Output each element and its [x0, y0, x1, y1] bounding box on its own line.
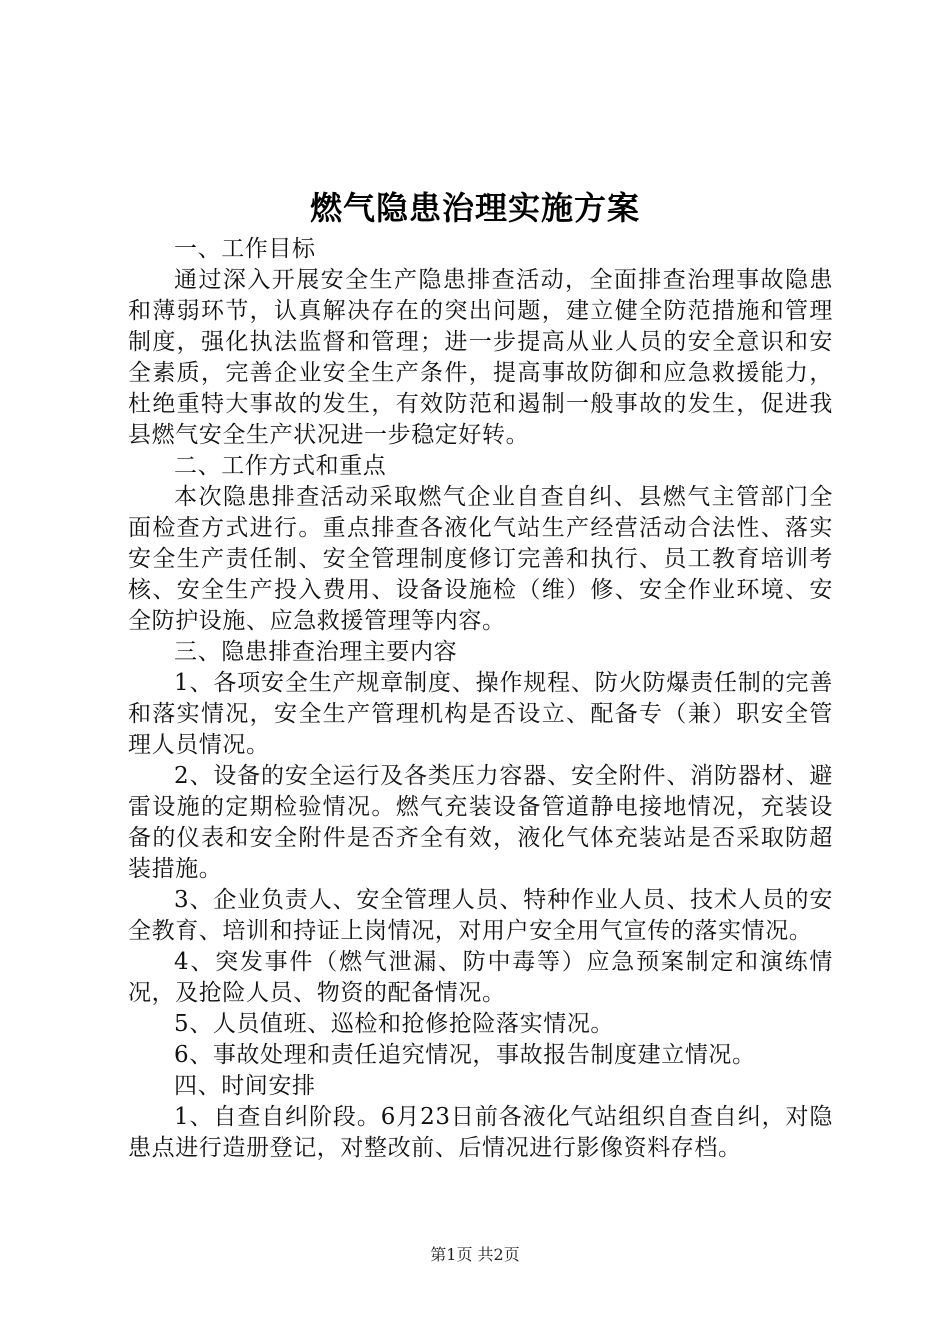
- content-item-3: 3、企业负责人、安全管理人员、特种作业人员、技术人员的安全教育、培训和持证上岗情况，对用户安全用气宣传的落实情况。: [128, 887, 833, 944]
- section-heading-content: 三、隐患排查治理主要内容: [174, 639, 458, 665]
- section-heading-goals: 一、工作目标: [174, 236, 316, 262]
- content-item-2: 2、设备的安全运行及各类压力容器、安全附件、消防器材、避雷设施的定期检验情况。燃气充装设备管道静电接地情况，充装设备的仪表和安全附件是否齐全有效，液化气体充装站是否采取防超装措施。: [128, 763, 833, 882]
- schedule-item-1: 1、自查自纠阶段。6月23日前各液化气站组织自查自纠，对隐患点进行造册登记，对整改前、后情况进行影像资料存档。: [128, 1104, 833, 1161]
- paragraph-methods: 本次隐患排查活动采取燃气企业自查自纠、县燃气主管部门全面检查方式进行。重点排查各液化气站生产经营活动合法性、落实安全生产责任制、安全管理制度修订完善和执行、员工教育培训考核、安全生产投入费用、设备设施检（维）修、安全作业环境、安全防护设施、应急救援管理等内容。: [128, 484, 833, 634]
- paragraph-goals: 通过深入开展安全生产隐患排查活动，全面排查治理事故隐患和薄弱环节，认真解决存在的突出问题，建立健全防范措施和管理制度，强化执法监督和管理；进一步提高从业人员的安全意识和安全素质，完善企业安全生产条件，提高事故防御和应急救援能力，杜绝重特大事故的发生，有效防范和遏制一般事故的发生，促进我县燃气安全生产状况进一步稳定好转。: [128, 267, 833, 448]
- content-item-5: 5、人员值班、巡检和抢修抢险落实情况。: [174, 1011, 615, 1037]
- content-item-1: 1、各项安全生产规章制度、操作规程、防火防爆责任制的完善和落实情况，安全生产管理机构是否设立、配备专（兼）职安全管理人员情况。: [128, 670, 833, 758]
- document-body: [128, 234, 833, 1164]
- section-heading-schedule: 四、时间安排: [174, 1073, 316, 1099]
- content-item-4: 4、突发事件（燃气泄漏、防中毒等）应急预案制定和演练情况，及抢险人员、物资的配备情况。: [128, 949, 833, 1006]
- page-number-footer: 第1页 共2页: [430, 1245, 520, 1264]
- section-heading-methods: 二、工作方式和重点: [174, 453, 387, 479]
- content-item-6: 6、事故处理和责任追究情况，事故报告制度建立情况。: [174, 1042, 756, 1068]
- document-title: 燃气隐患治理实施方案: [309, 189, 640, 227]
